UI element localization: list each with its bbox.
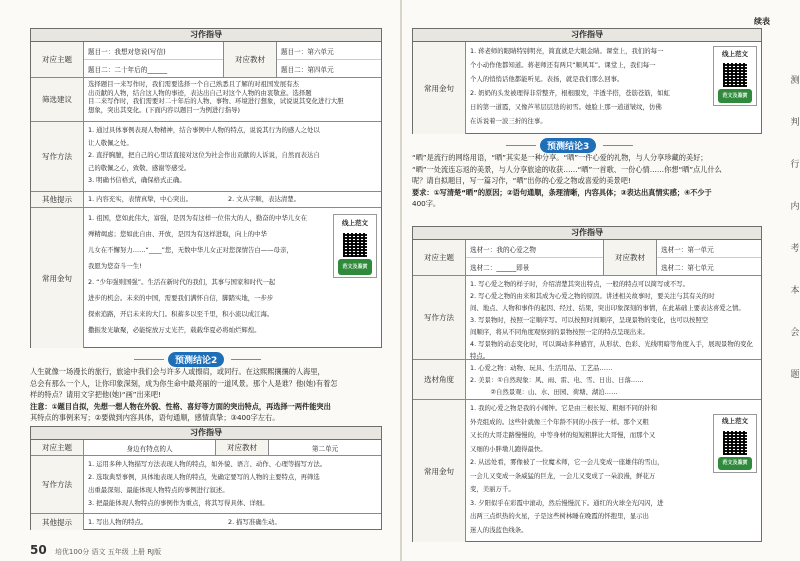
method-line: 让人敬佩之处。 <box>88 138 133 147</box>
angle-row <box>413 360 761 400</box>
prompt-line: 其特点的事例来写；②要做到内容具体，语句通顺，感情真挚；③400字左右。 <box>30 413 280 422</box>
topic-value: 身边有特点的人 <box>84 440 216 455</box>
topic-row <box>31 42 381 78</box>
tip-row <box>31 514 381 530</box>
sample-tag: 范文及鉴赏 <box>718 89 752 103</box>
quote-line: 1. 蒋老师的眼睛特别明亮，简直就是大眼金睛。课堂上，我们的每一 <box>470 47 664 55</box>
side-index <box>790 60 800 396</box>
prompt-line: 人生就像一场漫长的旅行，旅途中我们会与许多人或擦肩，或同行。在这熙熙攘攘的人海里， <box>30 367 325 376</box>
unit-value: 第二单元 <box>311 444 339 453</box>
side-index-char: 会 <box>790 328 800 338</box>
quote-line: 在诉说着一波三折的往事。 <box>470 117 547 125</box>
table-title: 习作指导 <box>31 29 381 42</box>
method-line: 2. 写心爱之物的由来和其成为心爱之物的原因。讲述相关故事时，要关注与其有关的时 <box>470 292 715 300</box>
quote-row <box>31 208 381 348</box>
quote-line: 儿女在不懈努力……“____”您，无数中华儿女正对您深情告白——母亲， <box>88 246 293 254</box>
filter-line: 出贡献的人物，结合这人物的事迹，表达出自己对这个人物的由衷敬意。选择题 <box>88 88 312 97</box>
method-label: 写作方法 <box>31 456 84 513</box>
method-line: 间、地点、人物和事件的起因、经过、结果，突出印象深刻的事情，在此基础上要表达喜爱之情。 <box>470 304 745 312</box>
quote-line: 撒振发光敏聚，必能绽放万丈光芒，载载华夏必将灿烂辉煌。 <box>88 326 261 334</box>
tip-2: 2. 描写准确生动。 <box>228 517 281 526</box>
method-content <box>466 276 761 359</box>
writing-guide-table-4 <box>412 226 762 542</box>
pill-num: 3 <box>583 142 590 152</box>
prompt-line: “晒”一处流连忘返的美景，与人分享旅途的收获……“晒”一首歌、一份心情……你想“晒”点儿什么 <box>412 164 722 174</box>
quote-line: 迷人的浅蓝色线条。 <box>470 525 528 534</box>
method-line: 2. 直抒胸臆，把自己的心里话直接对这位为社会作出贡献的人诉说，自然而表达自 <box>88 151 320 159</box>
quote-line: 出两三点炽热的火星，子是这些树林睡在晚霞的怀抱里，显示出 <box>470 512 649 520</box>
method-line: 1. 运用多种人物描写方法表现人物的特点，如外貌、语言、动作、心理等描写方法。 <box>88 460 327 468</box>
filter-content <box>84 78 381 121</box>
right-page <box>402 0 800 561</box>
table-title: 习作指导 <box>31 427 381 440</box>
pill-num: 2 <box>211 356 218 366</box>
quote-line: 我愿为您奋斗一生! <box>88 262 142 270</box>
method-row <box>31 456 381 514</box>
topic-b: 题目二：二十年后的______ <box>88 65 168 74</box>
table-title: 习作指导 <box>413 227 761 240</box>
online-sample-qr[interactable] <box>333 214 377 278</box>
tip-content <box>84 514 381 530</box>
divider <box>506 145 536 146</box>
quote-line: 外壳组成的。这些针就像三个年龄不同的小孩子一样。那个又粗 <box>470 417 649 426</box>
angle-line: 2. 美景：①自然现象：风、雨、雷、电、雪、日出、日落…… <box>470 376 644 384</box>
method-line: 1. 通过具体事例表现人物精神，结合事例中人物的特点，说说其行为的感人之处以 <box>88 126 320 134</box>
prompt-line: 注意：①题目自拟，先想一想人物在外貌、性格、喜好等方面的突出特点，再选择一两件能突出 <box>30 401 331 411</box>
angle-label: 选材角度 <box>413 360 466 399</box>
online-sample-label: 线上范文 <box>722 417 748 425</box>
quote-label: 常用金句 <box>413 42 466 134</box>
quote-line: 又长的大哥走路慢慢的，中等身材的短短粗胖比大哥慢，而那个又 <box>470 431 656 439</box>
continued-label: 续表 <box>754 17 770 26</box>
divider <box>231 359 261 360</box>
tip-row <box>31 192 381 208</box>
quote-line: 个小动作他都知道。蒋老师还有两只“顺风耳”。课堂上，我们每一 <box>470 61 656 69</box>
filter-line: 想象，突出其变化。(下面内容以题目一为例进行指导) <box>88 105 240 114</box>
quote-line: 变，美丽万千。 <box>470 485 515 493</box>
unit-a: 选材一：第一单元 <box>657 240 761 258</box>
section-pill <box>540 138 596 153</box>
prompt-line: 总会有那么一个人，让你印象深刻，成为你生命中最亮丽的一道风景。那个人是谁？他(她)有着怎 <box>30 378 338 388</box>
method-label: 写作方法 <box>31 122 84 191</box>
topic-b: 选材二：______即景 <box>470 263 530 272</box>
prompt-line: 样的特点？请用文字把他(她)“画”出来吧! <box>30 390 161 399</box>
method-line: 3. 写景物时，按照一定顺序写。可以按照时间顺序，呈现景物的变化，也可以按照空 <box>470 316 709 324</box>
quote-content <box>466 400 761 542</box>
side-index-char: 考 <box>790 244 800 254</box>
topic-a: 选材一：我的心爱之物 <box>466 240 603 258</box>
section-3-prompt <box>412 152 774 210</box>
filter-line: 目二来写作时，我们需要对二十年后的人物、事物、环境进行想象，试说说其变化进行大胆 <box>88 97 344 106</box>
method-line: 己的敬佩之心，致敬、感谢等感受。 <box>88 163 191 172</box>
pill-text: 预测结论 <box>175 356 212 366</box>
qr-code-icon <box>343 233 367 257</box>
quote-label: 常用金句 <box>413 400 466 542</box>
prompt-line: 400字。 <box>412 199 441 208</box>
method-line: 3. 把最能体现人物特点的事例作为重点，将其写得具体、详细。 <box>88 499 269 507</box>
prompt-line: 要求：①写清楚“晒”的原因；②语句通顺，条理清晰，内容具体；③表达出真情实感；④不少于 <box>412 187 712 197</box>
method-line: 间顺序，将从不同角度观察到的景物按照一定的特点呈现出来。 <box>470 328 649 336</box>
online-sample-label: 线上范文 <box>342 219 368 227</box>
quote-line: 日的第一道霞，又像芦苇层层迭的初雪。她脸上那一道道皱纹，仿佛 <box>470 103 662 111</box>
topic-label: 对应主题 <box>413 240 466 275</box>
side-index-char: 测 <box>790 76 800 86</box>
method-line: 4. 写景物的动态变化时，可以调动多种感官，从形状、色彩、光线明暗等角度入手，展现景物的变化特点。 <box>470 340 753 359</box>
section-pill <box>168 352 224 367</box>
side-index-char: 内 <box>790 202 800 212</box>
writing-guide-table-3 <box>412 28 762 134</box>
topic-label: 对应主题 <box>31 440 84 455</box>
tip-label: 其他提示 <box>31 514 84 530</box>
filter-line: 选择题目一来写作时，我们需要选择一个自己熟悉且了解的对祖国发展有杰 <box>88 80 299 88</box>
section-3-heading <box>502 138 637 153</box>
writing-guide-table-2 <box>30 426 382 530</box>
method-row <box>413 276 761 360</box>
sample-tag: 范文及鉴赏 <box>718 457 752 471</box>
quote-content <box>466 42 761 134</box>
tip-1: 1. 内容充实，表情真挚，中心突出。 <box>88 195 192 204</box>
page-number: 50 <box>30 543 47 557</box>
quote-line: 2. 从远处看，雾像被了一位魔术师，它一会儿变成一座雄伟的雪山， <box>470 458 664 466</box>
method-line: 3. 明确书信格式，确保格式正确。 <box>88 176 186 184</box>
unit-b: 选材二：第七单元 <box>661 263 714 272</box>
page-footer <box>30 543 161 557</box>
topic-a: 题目一：我想对您说(写信) <box>84 42 223 60</box>
table-title: 习作指导 <box>413 29 761 42</box>
quote-line: 1. 我的心爱之物是我的小闹钟。它是由三根长短、粗细不同的针和 <box>470 404 658 412</box>
filter-row <box>31 78 381 122</box>
quote-label: 常用金句 <box>31 208 84 348</box>
tip-2: 2. 文从字顺，表达清楚。 <box>228 195 301 204</box>
divider <box>603 145 633 146</box>
section-2-prompt <box>30 366 386 424</box>
prompt-line: 呢？请自拟题目，写一篇习作，“晒”出你的心爱之物或喜爱的美景吧! <box>412 176 631 185</box>
quote-row <box>413 400 761 542</box>
sample-tag: 范文及鉴赏 <box>338 259 372 275</box>
quote-line: 1. 祖国，您如此伟大，富强，是因为有这样一位伟大的人，勤奋的中华儿女在 <box>88 214 308 222</box>
tip-label: 其他提示 <box>31 192 84 207</box>
topic-row <box>413 240 761 276</box>
writing-guide-table-1 <box>30 28 382 348</box>
quote-line: 2. 奶奶的头发被理得非常整齐，根根服发，半透半搭，苍筋苍筋，如虹 <box>470 89 670 97</box>
online-sample-qr[interactable] <box>713 414 757 473</box>
divider <box>134 359 164 360</box>
method-label: 写作方法 <box>413 276 466 359</box>
online-sample-qr[interactable] <box>713 46 757 106</box>
side-index-char: 行 <box>790 160 800 170</box>
angle-line: 1. 心爱之物：动物、玩具、生活用品、工艺品…… <box>470 364 613 372</box>
material-label: 对应教材 <box>223 42 277 77</box>
material-label: 对应教材 <box>216 440 269 455</box>
quote-line: 个人的悄悄话他都能听见。表扬，就是我们那么回事。 <box>470 75 624 83</box>
pill-text: 预测结论 <box>547 142 584 152</box>
section-2-heading <box>130 352 265 367</box>
online-sample-label: 线上范文 <box>722 50 748 58</box>
side-index-char: 判 <box>790 118 800 128</box>
prompt-line: “晒”是流行的网络用语，“晒”其实是一种分享。“晒”一件心爱的礼物，与人分享珍藏的美好； <box>412 153 708 162</box>
tip-content <box>84 192 381 207</box>
unit-a: 题目一：第六单元 <box>277 42 381 60</box>
unit-b: 题目二：第四单元 <box>281 65 334 74</box>
method-row <box>31 122 381 192</box>
quote-line: 3. 夕阳似乎在彩霞中滚动，然后慢慢沉下。通红的火球全光闪闪，进 <box>470 498 664 507</box>
qr-code-icon <box>723 63 747 87</box>
filter-label: 筛选建议 <box>31 78 84 121</box>
material-label: 对应教材 <box>603 240 657 275</box>
method-line: 出重最深刻、最能体现人物特点的事例进行叙述。 <box>88 486 229 494</box>
method-line: 1. 写心爱之物的样子时，介绍清楚其突出特点，一般的特点可以简写或不写。 <box>470 280 690 288</box>
quote-line: 殚精竭虑；您如此自由、开放，是因为有这样进取，向上的中华 <box>88 230 267 238</box>
quote-line: 进步的机会。未来的中国，需要我们满怀自信，脚踏实地，一步步 <box>88 294 274 302</box>
quote-row <box>413 42 761 134</box>
topic-label: 对应主题 <box>31 42 84 77</box>
quote-line: 探索追路，开启未来的大门。积蓄多以至千里，积小流以成江海。 <box>88 310 274 318</box>
side-index-char: 本 <box>790 286 800 296</box>
quote-content <box>84 208 381 348</box>
qr-code-icon <box>723 431 747 455</box>
method-content <box>84 456 381 513</box>
method-content <box>84 122 381 191</box>
angle-line: ②自然景观：山、水、田园、荷塘、湖泊…… <box>470 388 618 396</box>
tip-1: 1. 写出人物的特点。 <box>88 517 148 526</box>
angle-content <box>466 360 761 399</box>
quote-line: 一会儿又变成一条威猛的巨龙，一会儿又变成了一朵浪漫，鲜花万 <box>470 471 656 480</box>
quote-line: 又细的小胖墩儿跑得最快。 <box>470 444 547 453</box>
quote-line: 2. “少年强则国强”。生活在新时代的我们，其事与国家和时代一起 <box>88 278 276 286</box>
method-line: 2. 选取典型事例，具体地表现人物的特点，先确定要写的人物的主要特点，再筛选 <box>88 473 320 481</box>
book-info: 培优100分 语文 五年级 上册 RJ版 <box>54 548 162 556</box>
topic-row <box>31 440 381 456</box>
side-index-char: 题 <box>790 370 800 380</box>
